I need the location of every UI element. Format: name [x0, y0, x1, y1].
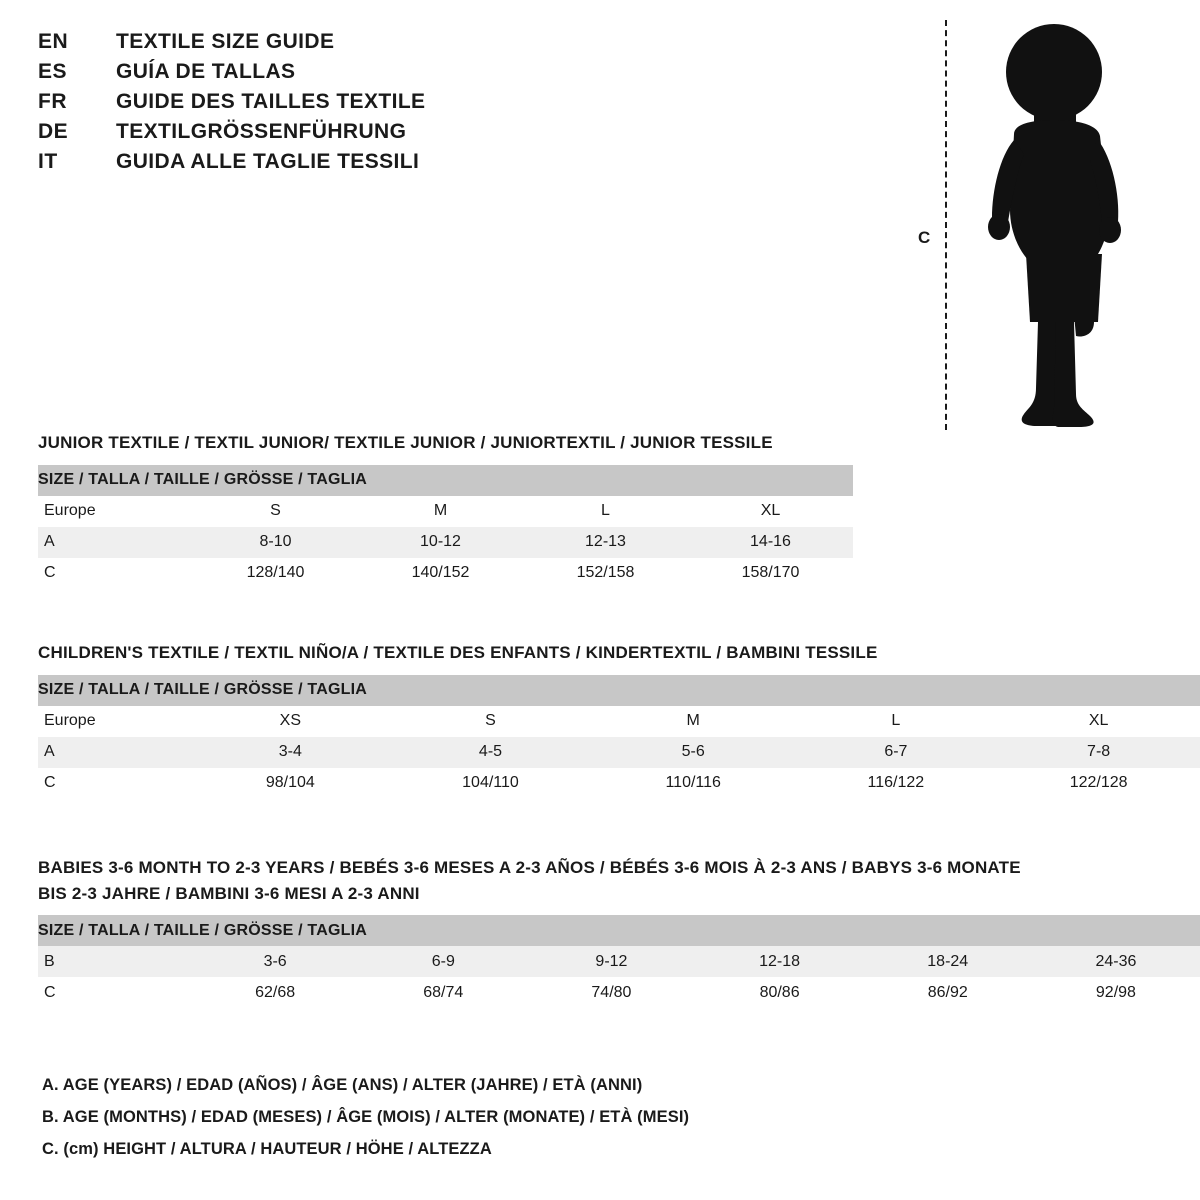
section-title: BABIES 3-6 MONTH TO 2-3 YEARS / BEBÉS 3-6 MESES A 2-3 AÑOS / BÉBÉS 3-6 MOIS À 2-3 ANS / BABYS 3-6 MONATE BIS 2-3 JAHRE / BAMBINI 3-6 MESI A 2-3 ANNI	[38, 858, 1021, 903]
cell-value: 74/80	[527, 977, 695, 1008]
cell-value: 12-18	[696, 946, 864, 977]
row-key: C	[38, 977, 191, 1008]
language-title: TEXTILE SIZE GUIDE	[116, 30, 335, 53]
table-row	[38, 558, 853, 589]
language-title: GUIDE DES TAILLES TEXTILE	[116, 90, 426, 113]
language-title: TEXTILGRÖSSENFÜHRUNG	[116, 120, 407, 143]
legend-line-b: B. AGE (MONTHS) / EDAD (MESES) / ÂGE (MOIS) / ALTER (MONATE) / ETÀ (MESI)	[42, 1108, 690, 1126]
section-children	[38, 640, 1200, 799]
language-row-en	[38, 30, 658, 54]
legend-line-a: A. AGE (YEARS) / EDAD (AÑOS) / ÂGE (ANS) / ALTER (JAHRE) / ETÀ (ANNI)	[42, 1076, 643, 1094]
cell-value: 122/128	[997, 768, 1200, 799]
table-row	[38, 527, 853, 558]
language-row-fr	[38, 90, 658, 114]
cell-value: 152/158	[523, 558, 688, 589]
cell-value: 18-24	[864, 946, 1032, 977]
cell-value: 128/140	[193, 558, 358, 589]
babies-size-table	[38, 915, 1200, 1008]
region-label: Europe	[38, 496, 193, 527]
row-key: B	[38, 946, 191, 977]
section-junior	[38, 430, 853, 589]
table-row	[38, 737, 1200, 768]
language-code: EN	[38, 30, 69, 53]
child-silhouette-icon	[952, 22, 1152, 430]
table-header-row	[38, 465, 853, 496]
table-header-label: SIZE / TALLA / TAILLE / GRÖSSE / TAGLIA	[38, 915, 1200, 946]
section-babies	[38, 855, 1200, 1008]
language-code: ES	[38, 60, 68, 83]
row-key: A	[38, 527, 193, 558]
junior-size-table	[38, 465, 853, 589]
cell-value: 98/104	[191, 768, 389, 799]
cell-value: 5-6	[592, 737, 795, 768]
table-header-row	[38, 675, 1200, 706]
cell-value: 8-10	[193, 527, 358, 558]
language-code: FR	[38, 90, 67, 113]
cell-value: 80/86	[696, 977, 864, 1008]
cell-value: 6-9	[359, 946, 527, 977]
language-row-it	[38, 150, 658, 174]
size-cell: L	[795, 706, 998, 737]
height-figure	[890, 10, 1170, 430]
cell-value: 104/110	[389, 768, 592, 799]
language-title-block	[38, 30, 658, 180]
cell-value: 110/116	[592, 768, 795, 799]
section-title: CHILDREN'S TEXTILE / TEXTIL NIÑO/A / TEXTILE DES ENFANTS / KINDERTEXTIL / BAMBINI TESSILE	[38, 643, 878, 662]
size-cell: S	[389, 706, 592, 737]
table-header-row	[38, 915, 1200, 946]
table-row	[38, 946, 1200, 977]
size-cell: M	[358, 496, 523, 527]
cell-value: 14-16	[688, 527, 853, 558]
language-code: IT	[38, 150, 58, 173]
size-cell: L	[523, 496, 688, 527]
language-row-es	[38, 60, 658, 84]
language-title: GUIDA ALLE TAGLIE TESSILI	[116, 150, 420, 173]
cell-value: 140/152	[358, 558, 523, 589]
size-cell: XS	[191, 706, 389, 737]
height-marker-label: C	[918, 228, 931, 247]
table-header-label: SIZE / TALLA / TAILLE / GRÖSSE / TAGLIA	[38, 675, 1200, 706]
cell-value: 3-6	[191, 946, 359, 977]
size-cell: S	[193, 496, 358, 527]
cell-value: 7-8	[997, 737, 1200, 768]
cell-value: 10-12	[358, 527, 523, 558]
cell-value: 158/170	[688, 558, 853, 589]
language-title: GUÍA DE TALLAS	[116, 60, 296, 83]
cell-value: 116/122	[795, 768, 998, 799]
cell-value: 24-36	[1032, 946, 1200, 977]
cell-value: 62/68	[191, 977, 359, 1008]
legend	[42, 1076, 942, 1172]
section-title: JUNIOR TEXTILE / TEXTIL JUNIOR/ TEXTILE JUNIOR / JUNIORTEXTIL / JUNIOR TESSILE	[38, 433, 773, 452]
row-key: A	[38, 737, 191, 768]
legend-line-c: C. (cm) HEIGHT / ALTURA / HAUTEUR / HÖHE / ALTEZZA	[42, 1140, 492, 1158]
language-row-de	[38, 120, 658, 144]
region-label: Europe	[38, 706, 191, 737]
cell-value: 6-7	[795, 737, 998, 768]
children-size-table	[38, 675, 1200, 799]
cell-value: 3-4	[191, 737, 389, 768]
table-size-row	[38, 706, 1200, 737]
cell-value: 9-12	[527, 946, 695, 977]
cell-value: 86/92	[864, 977, 1032, 1008]
size-cell: XL	[997, 706, 1200, 737]
cell-value: 12-13	[523, 527, 688, 558]
language-code: DE	[38, 120, 69, 143]
table-row	[38, 977, 1200, 1008]
table-header-label: SIZE / TALLA / TAILLE / GRÖSSE / TAGLIA	[38, 465, 853, 496]
cell-value: 68/74	[359, 977, 527, 1008]
row-key: C	[38, 558, 193, 589]
cell-value: 4-5	[389, 737, 592, 768]
height-dashed-line	[945, 20, 947, 430]
row-key: C	[38, 768, 191, 799]
size-cell: XL	[688, 496, 853, 527]
size-cell: M	[592, 706, 795, 737]
table-size-row	[38, 496, 853, 527]
cell-value: 92/98	[1032, 977, 1200, 1008]
table-row	[38, 768, 1200, 799]
